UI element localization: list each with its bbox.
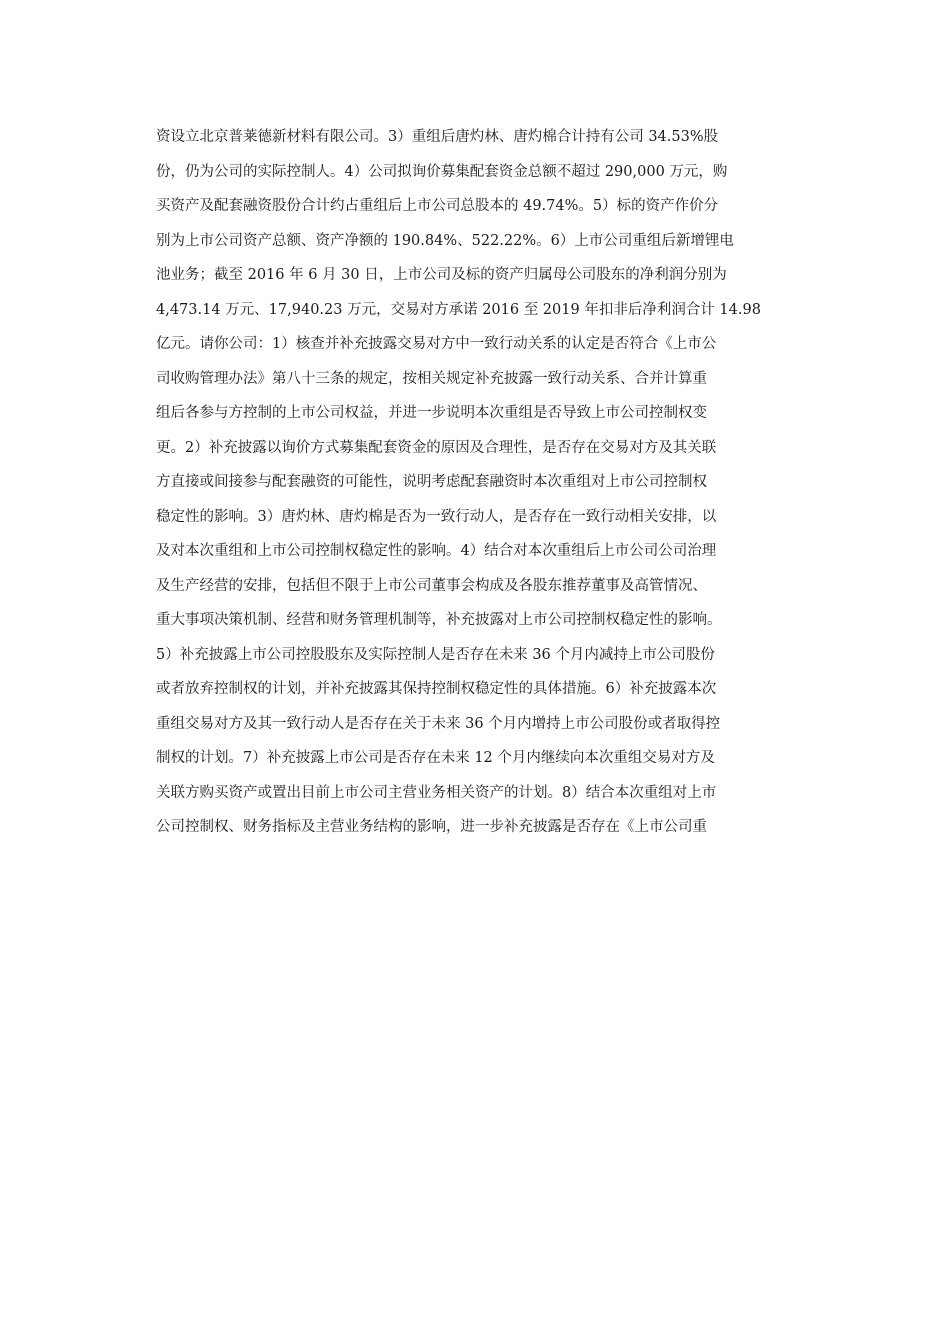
text-line: 重大事项决策机制、经营和财务管理机制等，补充披露对上市公司控制权稳定性的影响。 (156, 612, 722, 628)
text-line: 司收购管理办法》第八十三条的规定，按相关规定补充披露一致行动关系、合并计算重 (156, 370, 707, 387)
body-text (156, 120, 806, 845)
text-line: 亿元。请你公司：1）核查并补充披露交易对方中一致行动关系的认定是否符合《上市公 (156, 336, 717, 352)
text-line: 资设立北京普莱德新材料有限公司。3）重组后唐灼林、唐灼棉合计持有公司 34.53%股 (156, 129, 719, 145)
text-line: 组后各参与方控制的上市公司权益，并进一步说明本次重组是否导致上市公司控制权变 (156, 405, 707, 421)
text-line: 重组交易对方及其一致行动人是否存在关于未来 36 个月内增持上市公司股份或者取得控 (156, 715, 721, 732)
text-line: 更。2）补充披露以询价方式募集配套资金的原因及合理性，是否存在交易对方及其关联 (156, 439, 717, 456)
text-line: 5）补充披露上市公司控股股东及实际控制人是否存在未来 36 个月内减持上市公司股份 (156, 646, 715, 663)
text-line: 别为上市公司资产总额、资产净额的 190.84%、522.22%。6）上市公司重组后新增锂电 (156, 232, 734, 249)
text-line: 4,473.14 万元、17,940.23 万元，交易对方承诺 2016 至 2019 年扣非后净利润合计 14.98 (156, 301, 761, 318)
text-line: 及生产经营的安排，包括但不限于上市公司董事会构成及各股东推荐董事及高管情况、 (156, 577, 707, 594)
text-line: 份，仍为公司的实际控制人。4）公司拟询价募集配套资金总额不超过 290,000 万元，购 (156, 163, 728, 180)
text-line: 或者放弃控制权的计划，并补充披露其保持控制权稳定性的具体措施。6）补充披露本次 (156, 681, 717, 697)
text-line: 关联方购买资产或置出目前上市公司主营业务相关资产的计划。8）结合本次重组对上市 (156, 784, 717, 801)
text-line: 买资产及配套融资股份合计约占重组后上市公司总股本的 49.74%。5）标的资产作价分 (156, 198, 719, 214)
text-line: 稳定性的影响。3）唐灼林、唐灼棉是否为一致行动人，是否存在一致行动相关安排，以 (156, 508, 717, 525)
text-line: 及对本次重组和上市公司控制权稳定性的影响。4）结合对本次重组后上市公司公司治理 (156, 543, 717, 559)
text-line: 制权的计划。7）补充披露上市公司是否存在未来 12 个月内继续向本次重组交易对方及 (156, 750, 715, 766)
text-line: 方直接或间接参与配套融资的可能性，说明考虑配套融资时本次重组对上市公司控制权 (156, 474, 707, 490)
text-line: 池业务；截至 2016 年 6 月 30 日，上市公司及标的资产归属母公司股东的净利润分别为 (156, 267, 727, 283)
text-line: 公司控制权、财务指标及主营业务结构的影响，进一步补充披露是否存在《上市公司重 (156, 819, 707, 835)
